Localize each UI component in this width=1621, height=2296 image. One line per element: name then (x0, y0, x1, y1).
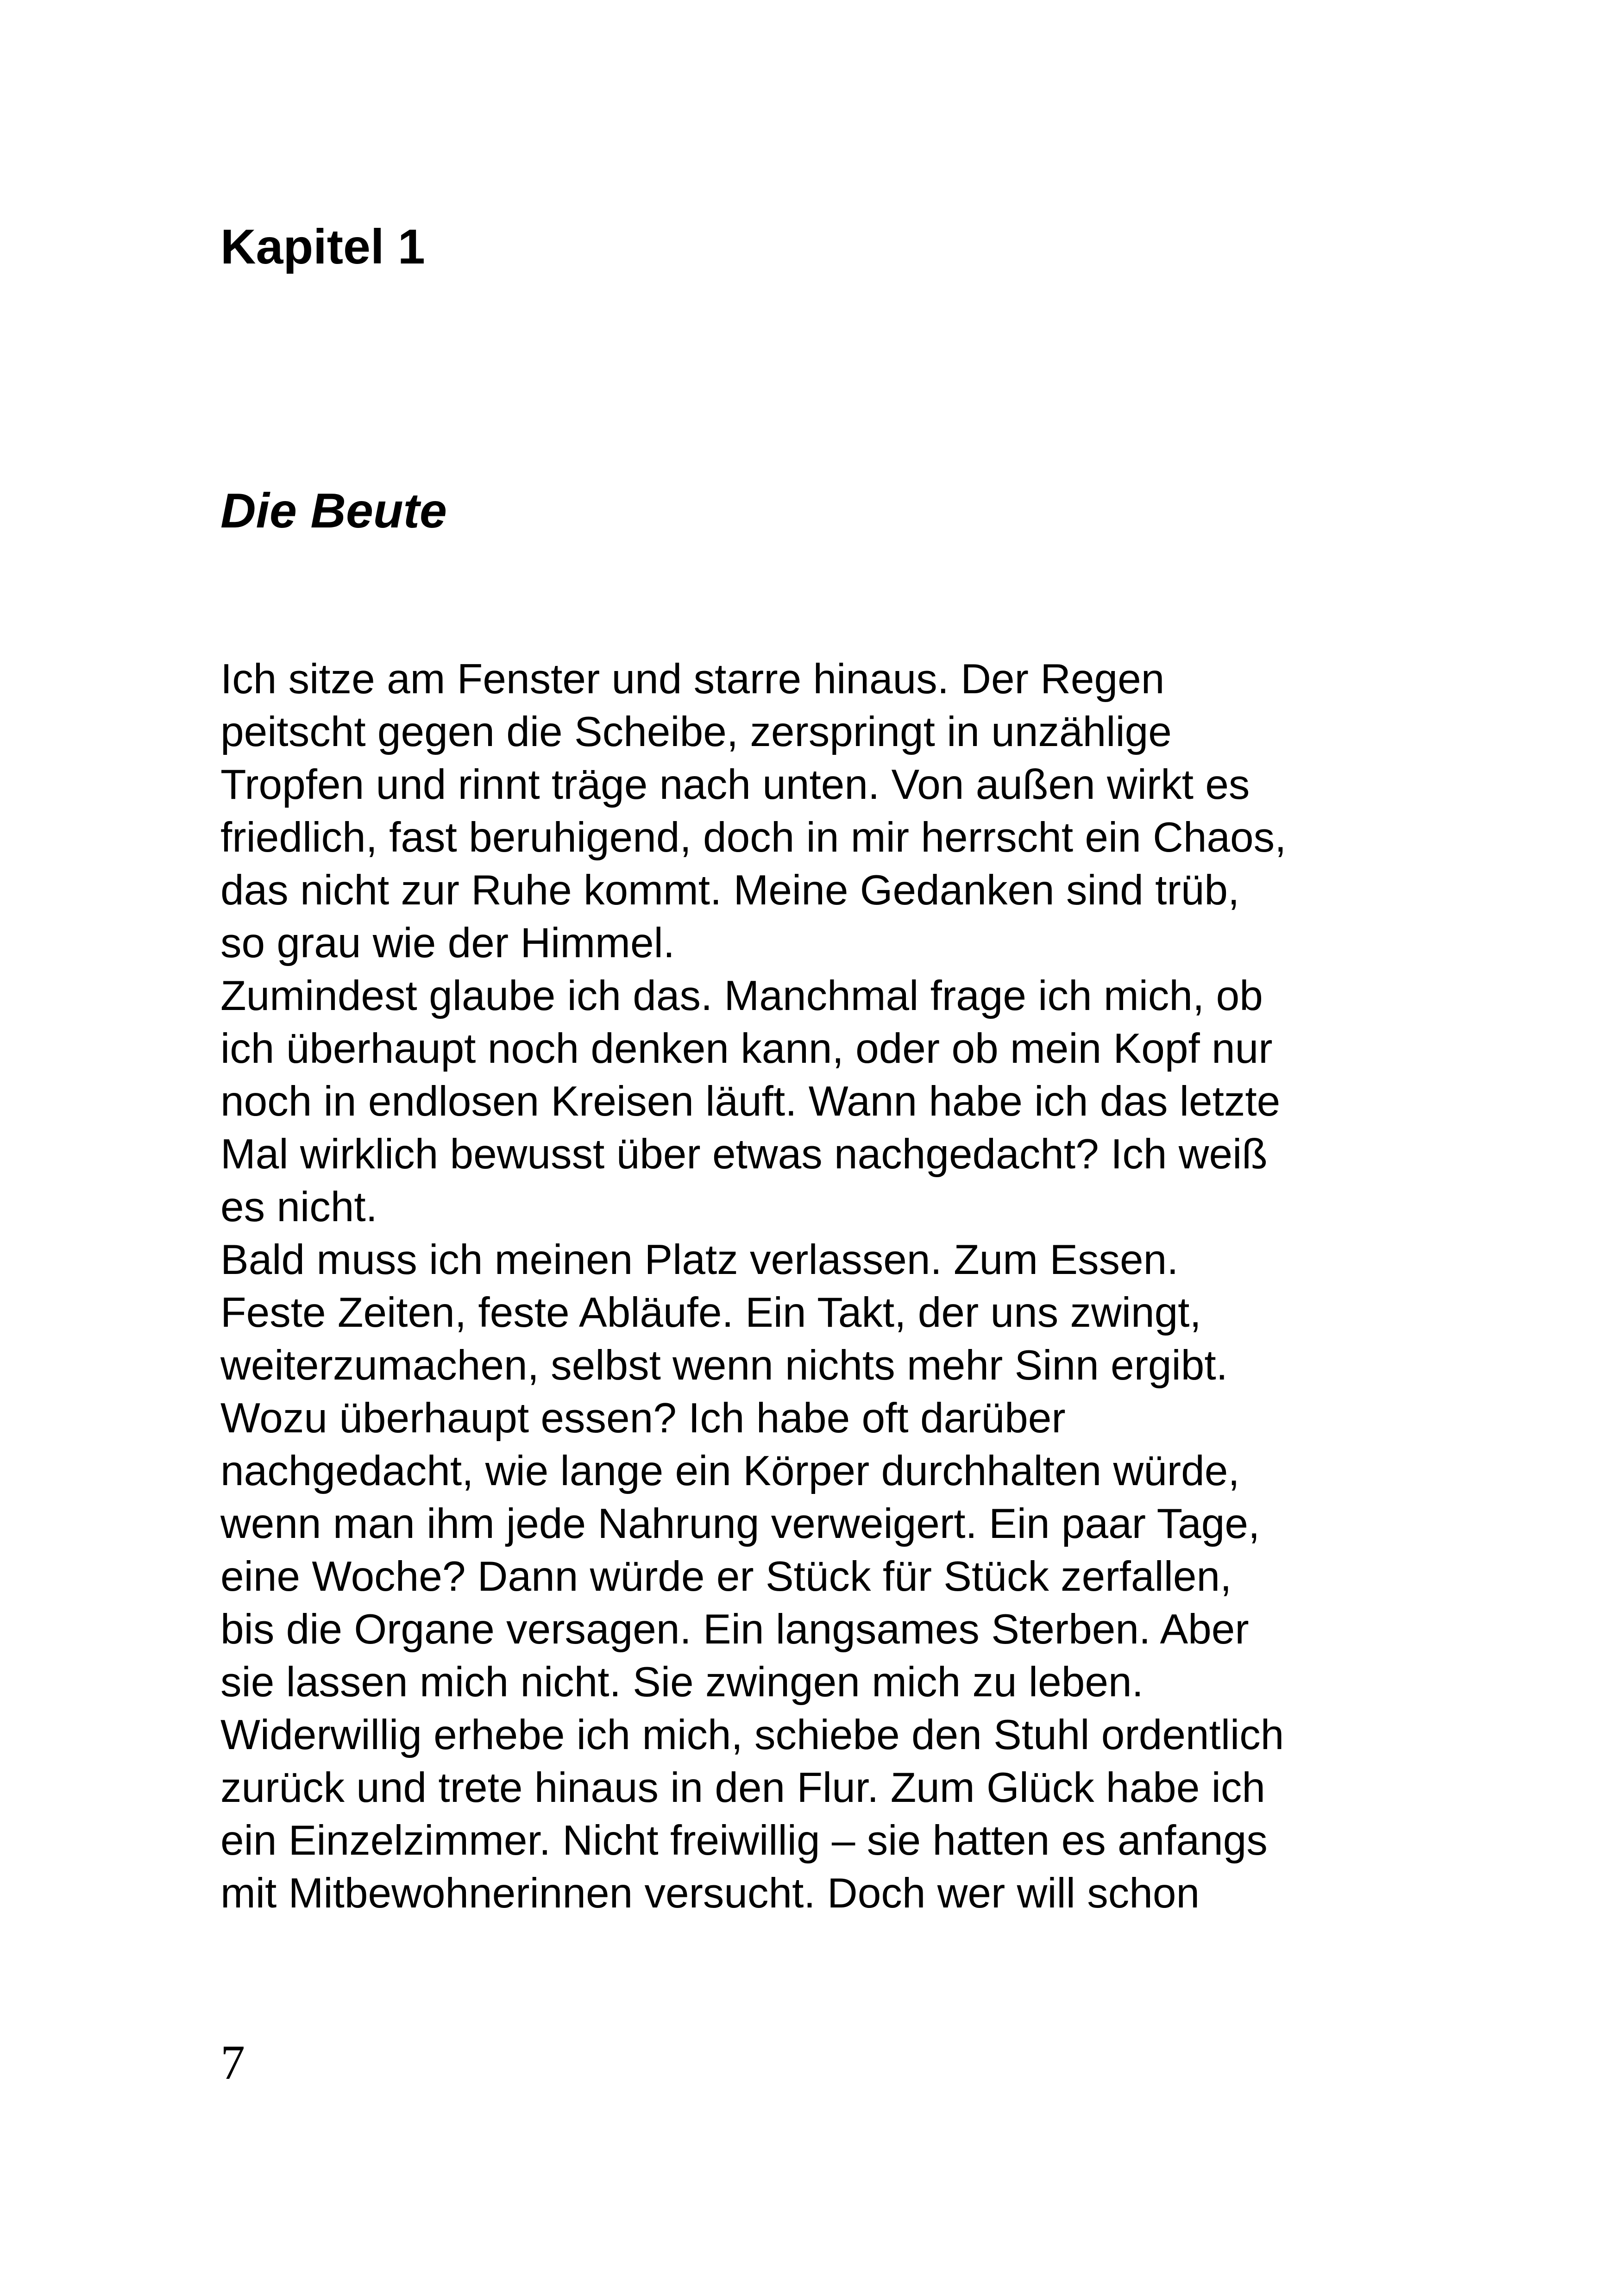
text-line: sie lassen mich nicht. Sie zwingen mich zu leben. (220, 1659, 1143, 1706)
text-line: weiterzumachen, selbst wenn nichts mehr Sinn ergibt. (220, 1342, 1228, 1389)
text-line: noch in endlosen Kreisen läuft. Wann habe ich das letzte (220, 1078, 1281, 1125)
text-line: es nicht. (220, 1184, 377, 1230)
text-line: so grau wie der Himmel. (220, 920, 675, 966)
chapter-heading: Kapitel 1 (220, 220, 425, 274)
text-line: Ich sitze am Fenster und starre hinaus. Der Regen (220, 656, 1165, 703)
chapter-title: Die Beute (220, 483, 447, 538)
page-number: 7 (220, 2035, 245, 2089)
text-line: bis die Organe versagen. Ein langsames Sterben. Aber (220, 1606, 1249, 1653)
text-line: Zumindest glaube ich das. Manchmal frage ich mich, ob (220, 972, 1263, 1019)
text-line: Mal wirklich bewusst über etwas nachgedacht? Ich weiß (220, 1131, 1268, 1178)
text-line: eine Woche? Dann würde er Stück für Stück zerfallen, (220, 1553, 1232, 1600)
text-line: Bald muss ich meinen Platz verlassen. Zum Essen. (220, 1236, 1179, 1283)
text-line: das nicht zur Ruhe kommt. Meine Gedanken sind trüb, (220, 867, 1240, 914)
body-text (220, 653, 1425, 1920)
text-line: wenn man ihm jede Nahrung verweigert. Ein paar Tage, (220, 1500, 1260, 1547)
text-line: Tropfen und rinnt träge nach unten. Von außen wirkt es (220, 761, 1250, 808)
text-line: peitscht gegen die Scheibe, zerspringt in unzählige (220, 709, 1172, 755)
text-line: ein Einzelzimmer. Nicht freiwillig – sie hatten es anfangs (220, 1817, 1268, 1864)
text-line: nachgedacht, wie lange ein Körper durchhalten würde, (220, 1448, 1240, 1494)
text-line: Widerwillig erhebe ich mich, schiebe den Stuhl ordentlich (220, 1712, 1284, 1758)
text-line: ich überhaupt noch denken kann, oder ob mein Kopf nur (220, 1025, 1273, 1072)
text-line: Feste Zeiten, feste Abläufe. Ein Takt, der uns zwingt, (220, 1289, 1201, 1336)
text-line: zurück und trete hinaus in den Flur. Zum Glück habe ich (220, 1764, 1265, 1811)
text-line: Wozu überhaupt essen? Ich habe oft darüber (220, 1395, 1066, 1442)
text-line: mit Mitbewohnerinnen versucht. Doch wer will schon (220, 1870, 1200, 1917)
text-line: friedlich, fast beruhigend, doch in mir herrscht ein Chaos, (220, 814, 1287, 861)
